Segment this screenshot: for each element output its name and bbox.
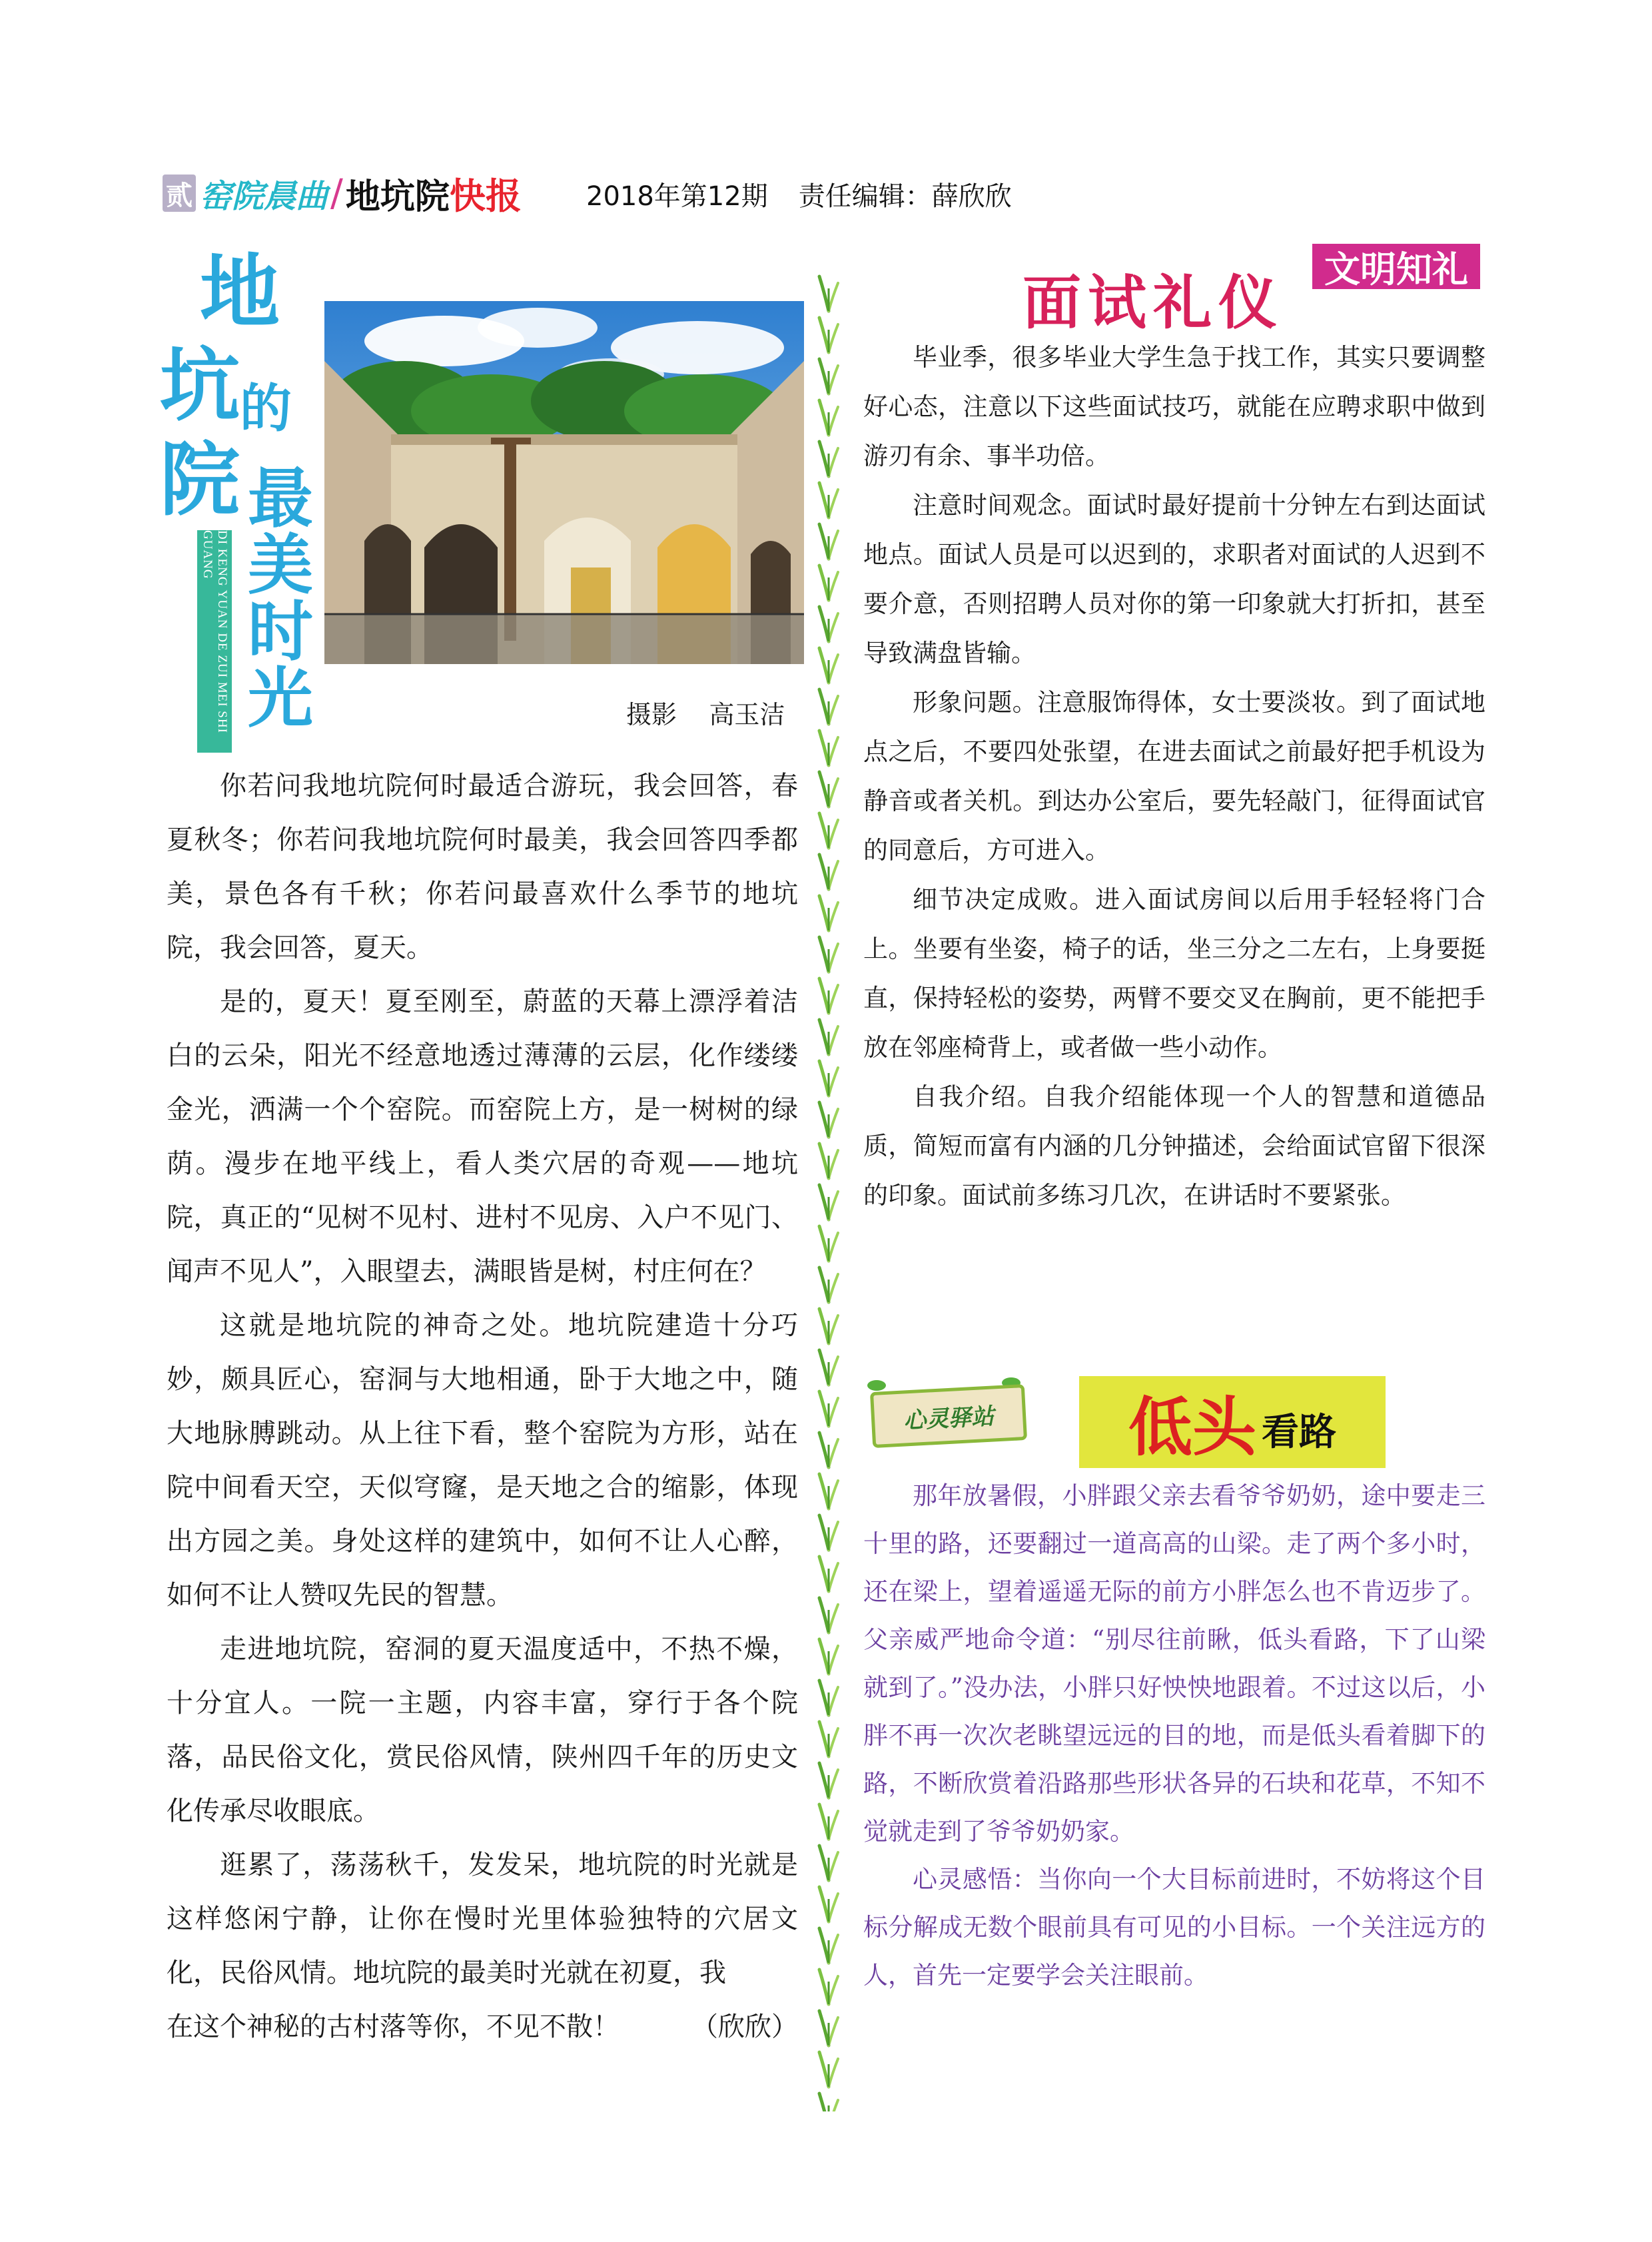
- title-char: 美: [248, 528, 314, 603]
- grass-blade-icon: [819, 1268, 838, 1302]
- grass-blade-icon: [819, 2011, 838, 2046]
- paragraph: 形象问题。注意服饰得体，女士要淡妆。到了面试地点之后，不要四处张望，在进去面试之前最好把手机设为静音或者关机。到达办公室后，要先轻敲门，征得面试官的同意后，方可进入。: [863, 688, 1485, 865]
- grass-blade-icon: [819, 731, 838, 765]
- grass-blade-icon: [819, 1887, 838, 1922]
- author-signature: （欣欣）: [691, 2012, 798, 2042]
- column-tag: 文明知礼: [1312, 244, 1480, 289]
- paragraph: 细节决定成败。进入面试房间以后用手轻轻将门合上。坐要有坐姿，椅子的话，坐三分之二左右，上身要挺直，保持轻松的姿势，两臂不要交叉在胸前，更不能把手放在邻座椅背上，或者做一些小动作。: [863, 885, 1485, 1062]
- paragraph: 是的，夏天！夏至刚至，蔚蓝的天幕上漂浮着洁白的云朵，阳光不经意地透过薄薄的云层，化作缕缕金光，洒满一个个窑院。而窑院上方，是一树树的绿荫。漫步在地平线上，看人类穴居的奇观——地坑院，真正的“见树不见村、进村不见房、入户不见门、闻声不见人”，入眼望去，满眼皆是树，村庄何在？: [167, 986, 798, 1287]
- paragraph: 注意时间观念。面试时最好提前十分钟左右到达面试地点。面试人员是可以迟到的，求职者对面试的人迟到不要介意，否则招聘人员对你的第一印象就大打折扣，甚至导致满盘皆输。: [863, 491, 1485, 667]
- last-line: 在这个神秘的古村落等你，不见不散！: [167, 2012, 620, 2042]
- paragraph: 这就是地坑院的神奇之处。地坑院建造十分巧妙，颇具匠心，窑洞与大地相通，卧于大地之中，随大地脉膊跳动。从上往下看，整个窑院为方形，站在院中间看天空，天似穹窿，是天地之合的缩影，体现出方园之美。身处这样的建筑中，如何不让人心醉，如何不让人赞叹先民的智慧。: [167, 1310, 798, 1611]
- grass-blade-icon: [819, 1144, 838, 1178]
- grass-blade-icon: [819, 2052, 838, 2087]
- title-char: 最: [248, 461, 314, 537]
- grass-blade-icon: [819, 978, 838, 1013]
- grass-blade-icon: [819, 1061, 838, 1096]
- page-number-badge: 贰: [163, 175, 196, 212]
- grass-blade-icon: [819, 1681, 838, 1715]
- grass-blade-icon: [819, 318, 838, 352]
- paragraph: 那年放暑假，小胖跟父亲去看爷爷奶奶，途中要走三十里的路，还要翻过一道高高的山梁。走了两个多小时，还在梁上，望着遥遥无际的前方小胖怎么也不肯迈步了。父亲威严地命令道：“别尽往前瞅，低头看路，下了山梁就到了。”没办法，小胖只好怏怏地跟着。不过这以后，小胖不再一次次老眺望远远的目的地，而是低头看着脚下的路，不断欣赏着沿路那些形状各异的石块和花草，不知不觉就走到了爷爷奶奶家。: [863, 1481, 1485, 1846]
- wooden-signboard-icon: [871, 1377, 1022, 1441]
- grass-blade-icon: [819, 1391, 838, 1426]
- closing-line: [167, 2000, 798, 2054]
- right-article-title: 面试礼仪: [1023, 268, 1284, 337]
- masthead-slash: /: [330, 171, 343, 215]
- paragraph: 心灵感悟：当你向一个大目标前进时，不妨将这个目标分解成无数个眼前具有可见的小目标。一个关注远方的人，首先一定要学会关注眼前。: [863, 1865, 1485, 1990]
- courtyard-photo: [324, 301, 804, 664]
- grass-blade-icon: [819, 1102, 838, 1137]
- grass-blade-icon: [819, 1474, 838, 1509]
- photo-credit: 摄影 高玉洁: [626, 700, 785, 729]
- grass-blade-icon: [819, 1309, 838, 1343]
- grass-blade-icon: [819, 1970, 838, 2004]
- title-char: 光: [248, 661, 314, 737]
- grass-blade-icon: [819, 648, 838, 683]
- story-title-big: 低头: [1128, 1389, 1256, 1465]
- grass-blade-icon: [819, 524, 838, 559]
- story-title-small: 看路: [1262, 1411, 1336, 1454]
- left-article-body: [167, 759, 798, 2054]
- grass-blade-icon: [819, 483, 838, 518]
- pinyin-strip: DI KENG YUAN DE ZUI MEI SHI GUANG: [197, 530, 232, 753]
- grass-blade-icon: [819, 400, 838, 435]
- grass-blade-icon: [819, 565, 838, 600]
- grass-divider: [815, 270, 842, 2111]
- title-char: 院: [160, 434, 240, 527]
- grass-blade-icon: [819, 896, 838, 931]
- grass-blade-icon: [819, 855, 838, 889]
- grass-blade-icon: [819, 1722, 838, 1756]
- title-char: 坑: [160, 340, 240, 432]
- story-body: [863, 1472, 1485, 2000]
- grass-blade-icon: [819, 1804, 838, 1839]
- editor-credit: 责任编辑：薛欣欣: [798, 181, 1012, 212]
- grass-blade-icon: [819, 1763, 838, 1798]
- grass-blade-icon: [819, 1433, 838, 1467]
- grass-blade-icon: [819, 1020, 838, 1054]
- grass-blade-icon: [819, 1226, 838, 1261]
- grass-blade-icon: [819, 1846, 838, 1880]
- title-char: 时: [248, 594, 314, 670]
- grass-blade-icon: [819, 689, 838, 724]
- grass-blade-icon: [819, 442, 838, 476]
- paper-name-accent: 快报: [449, 175, 522, 217]
- section-name: 窑院晨曲: [200, 177, 328, 215]
- grass-blade-icon: [819, 1350, 838, 1385]
- grass-blade-icon: [819, 1928, 838, 1963]
- paragraph: 毕业季，很多毕业大学生急于找工作，其实只要调整好心态，注意以下这些面试技巧，就能在应聘求职中做到游刃有余、事半功倍。: [863, 343, 1485, 470]
- right-article-body: [863, 333, 1485, 1220]
- grass-blade-icon: [819, 359, 838, 394]
- grass-blade-icon: [819, 937, 838, 972]
- grass-blade-icon: [819, 2093, 838, 2111]
- station-sign-label: 心灵驿站: [870, 1384, 1027, 1448]
- story-title-box: [1079, 1376, 1386, 1468]
- grass-blade-icon: [819, 1639, 838, 1674]
- paragraph: 自我介绍。自我介绍能体现一个人的智慧和道德品质，简短而富有内涵的几分钟描述，会给面试官留下很深的印象。面试前多练习几次，在讲话时不要紧张。: [863, 1082, 1485, 1210]
- grass-blade-icon: [819, 276, 838, 311]
- title-char: 的: [240, 379, 292, 439]
- grass-blade-icon: [819, 1598, 838, 1633]
- grass-blade-icon: [819, 1185, 838, 1220]
- title-char: 地: [200, 246, 280, 339]
- paper-name: 地坑院: [345, 177, 450, 217]
- leaf-icon: [867, 1380, 886, 1391]
- paragraph: 走进地坑院，窑洞的夏天温度适中，不热不燥，十分宜人。一院一主题，内容丰富，穿行于各个院落，品民俗文化，赏民俗风情，陕州四千年的历史文化传承尽收眼底。: [167, 1634, 798, 1826]
- masthead: [163, 167, 522, 220]
- grass-blade-icon: [819, 813, 838, 848]
- paragraph: 逛累了，荡荡秋千，发发呆，地坑院的时光就是这样悠闲宁静，让你在慢时光里体验独特的穴居文化，民俗风情。地坑院的最美时光就在初夏，我: [167, 1850, 798, 1988]
- issue-number: 2018年第12期: [586, 181, 768, 212]
- grass-blade-icon: [819, 1515, 838, 1550]
- paragraph: 你若问我地坑院何时最适合游玩，我会回答，春夏秋冬；你若问我地坑院何时最美，我会回答四季都美，景色各有千秋；你若问最喜欢什么季节的地坑院，我会回答，夏天。: [167, 771, 798, 963]
- grass-blade-icon: [819, 1557, 838, 1591]
- grass-blade-icon: [819, 772, 838, 807]
- masthead-meta: [586, 175, 1012, 213]
- grass-blade-icon: [819, 607, 838, 641]
